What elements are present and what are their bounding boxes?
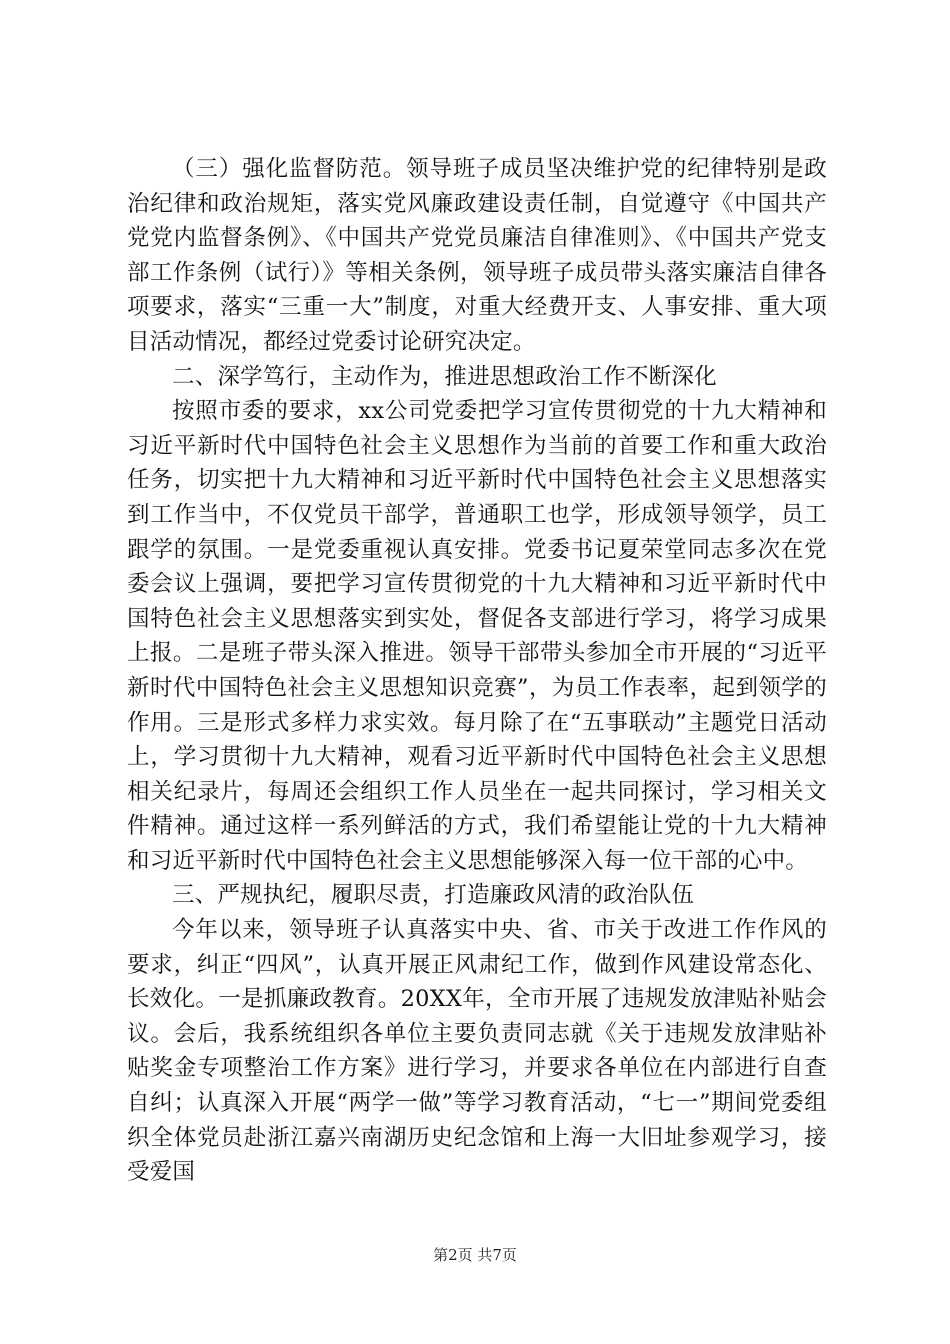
- page-number-footer: 第2页 共7页: [433, 1246, 517, 1264]
- section-heading-2: 二、深学笃行，主动作为，推进思想政治工作不断深化: [172, 363, 717, 390]
- paragraph-discipline: 今年以来，领导班子认真落实中央、省、市关于改进工作作风的要求，纠正“四风”，认真开展正风肃纪工作，做到作风建设常态化、长效化。一是抓廉政教育。20XX年，全市开展了违规发放津贴补贴会议。会后，我系统组织各单位主要负责同志就《关于违规发放津贴补贴奖金专项整治工作方案》进行学习，并要求各单位在内部进行自查自纠；认真深入开展“两学一做”等学习教育活动，“七一”期间党委组织全体党员赴浙江嘉兴南湖历史纪念馆和上海一大旧址参观学习，接受爱国: [127, 917, 827, 1186]
- paragraph-supervision: （三）强化监督防范。领导班子成员坚决维护党的纪律特别是政治纪律和政治规矩，落实党风廉政建设责任制，自觉遵守《中国共产党党内监督条例》、《中国共产党党员廉洁自律准则》、《中国共产党支部工作条例（试行）》等相关条例，领导班子成员带头落实廉洁自律各项要求，落实“三重一大”制度，对重大经费开支、人事安排、重大项目活动情况，都经过党委讨论研究决定。: [127, 156, 827, 355]
- paragraph-study: 按照市委的要求，xx公司党委把学习宣传贯彻党的十九大精神和习近平新时代中国特色社会主义思想作为当前的首要工作和重大政治任务，切实把十九大精神和习近平新时代中国特色社会主义思想落实到工作当中，不仅党员干部学，普通职工也学，形成领导领学，员工跟学的氛围。一是党委重视认真安排。党委书记夏荣堂同志多次在党委会议上强调，要把学习宣传贯彻党的十九大精神和习近平新时代中国特色社会主义思想落实到实处，督促各支部进行学习，将学习成果上报。二是班子带头深入推进。领导干部带头参加全市开展的“习近平新时代中国特色社会主义思想知识竞赛”，为员工作表率，起到领学的作用。三是形式多样力求实效。每月除了在“五事联动”主题党日活动上，学习贯彻十九大精神，观看习近平新时代中国特色社会主义思想相关纪录片，每周还会组织工作人员坐在一起共同探讨，学习相关文件精神。通过这样一系列鲜活的方式，我们希望能让党的十九大精神和习近平新时代中国特色社会主义思想能够深入每一位干部的心中。: [127, 398, 827, 874]
- section-heading-3: 三、严规执纪，履职尽责，打造廉政风清的政治队伍: [172, 882, 695, 909]
- document-body: [127, 152, 827, 1190]
